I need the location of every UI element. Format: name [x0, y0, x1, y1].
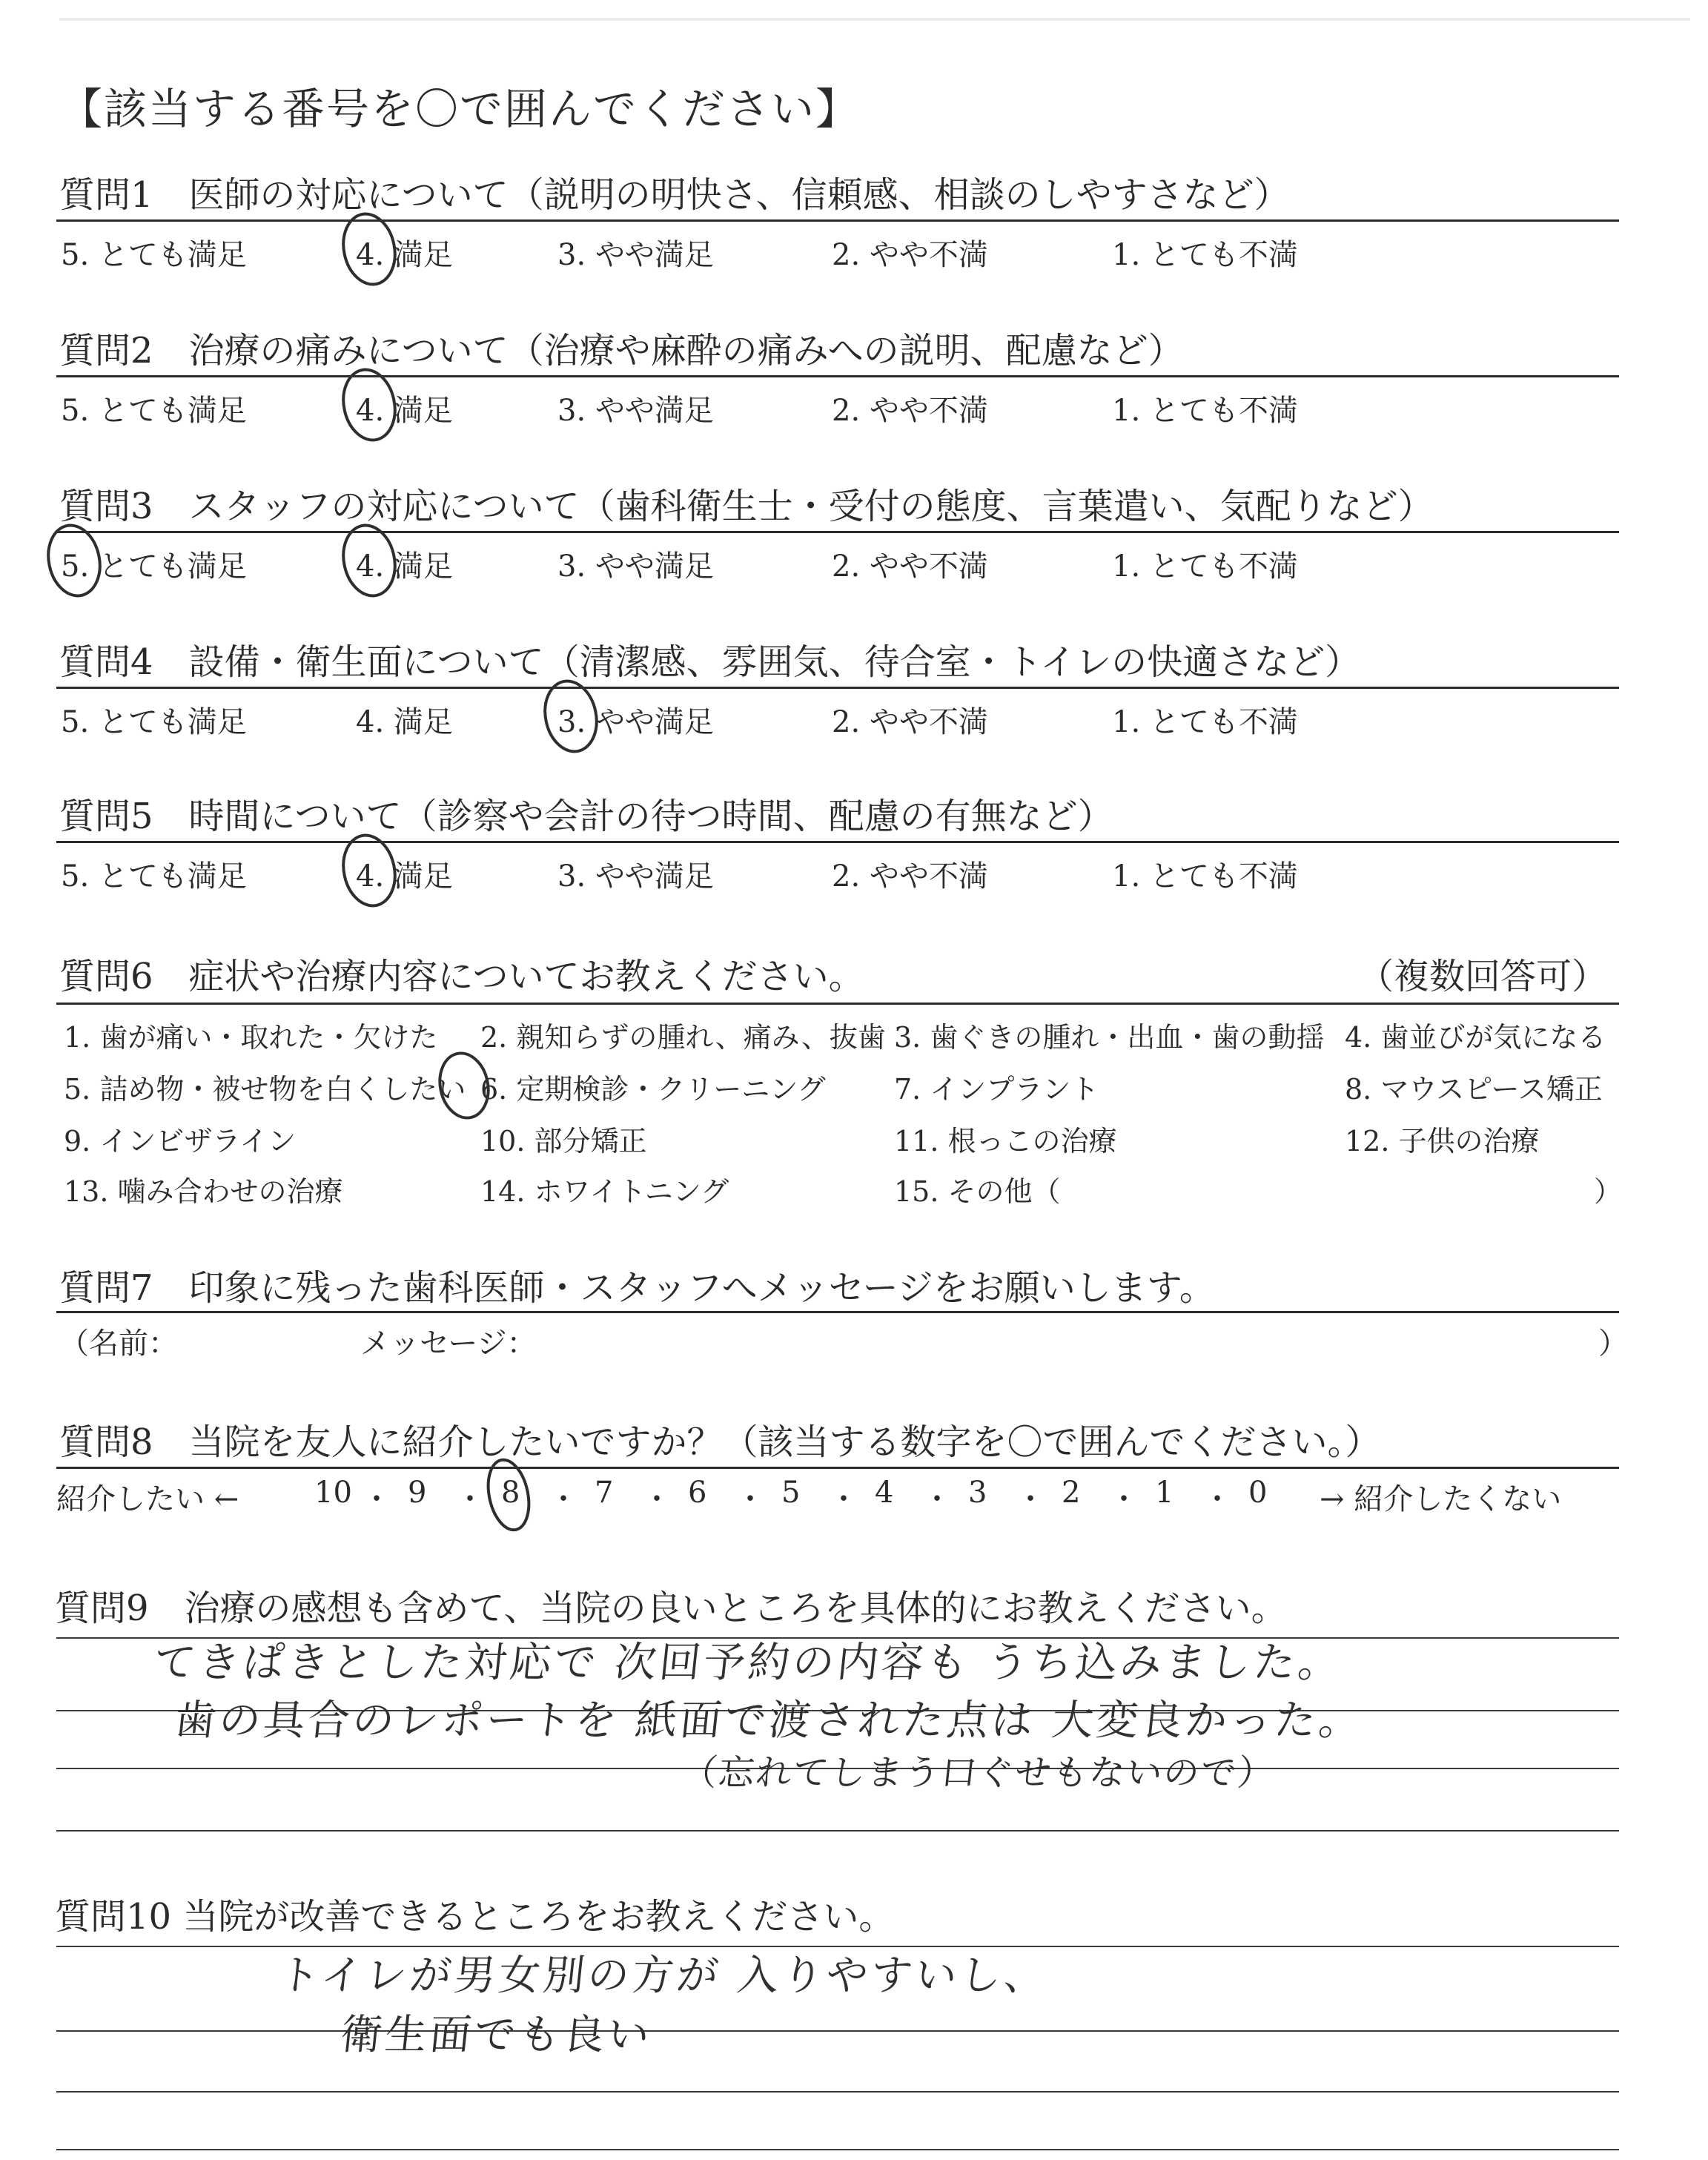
q6-option[interactable]: 8. マウスピース矯正 [1345, 1073, 1603, 1106]
q6-option[interactable]: 10. 部分矯正 [480, 1125, 647, 1157]
q8-scale-value[interactable]: 1 [1155, 1476, 1174, 1510]
q4-option[interactable]: 5. とても満足 [61, 705, 247, 739]
q7-close-paren: ） [1598, 1327, 1628, 1361]
q8-scale-separator: ・ [1202, 1482, 1232, 1516]
q2-option[interactable]: 1. とても不満 [1112, 394, 1298, 428]
q8-scale-value[interactable]: 4 [875, 1476, 894, 1510]
q8-scale-value[interactable]: 6 [688, 1476, 707, 1510]
q10-writing-line [56, 2030, 1619, 2032]
q1-rule [56, 219, 1619, 222]
q1-option[interactable]: 3. やや満足 [557, 238, 714, 272]
q1-option[interactable]: 2. やや不満 [832, 238, 988, 272]
q6-option[interactable]: 3. 歯ぐきの腫れ・出血・歯の動揺 [894, 1021, 1325, 1054]
q3-option[interactable]: 4. 満足 [356, 549, 453, 584]
q5-option[interactable]: 5. とても満足 [61, 859, 247, 894]
q10-title: 質問10 当院が改善できるところをお教えください。 [55, 1896, 895, 1938]
q8-right-label: → 紹介したくない [1320, 1482, 1562, 1516]
q1-option[interactable]: 4. 満足 [356, 238, 453, 272]
q8-scale-value[interactable]: 3 [968, 1476, 987, 1510]
q7-name-label[interactable]: （名前： [59, 1327, 178, 1361]
q2-option[interactable]: 2. やや不満 [832, 394, 988, 428]
q8-scale-value[interactable]: 9 [408, 1476, 427, 1510]
q6-option[interactable]: 12. 子供の治療 [1345, 1125, 1540, 1157]
q8-scale-value[interactable]: 0 [1248, 1476, 1268, 1510]
q8-rule [56, 1467, 1619, 1469]
q8-scale-separator: ・ [829, 1482, 858, 1516]
q2-option[interactable]: 4. 満足 [356, 394, 453, 428]
q4-option[interactable]: 3. やや満足 [557, 705, 714, 739]
q5-option[interactable]: 3. やや満足 [557, 859, 714, 894]
q6-title: 質問6 症状や治療内容についてお教えください。 [59, 956, 864, 997]
q8-left-label: 紹介したい ← [56, 1482, 239, 1516]
q5-rule [56, 841, 1619, 843]
q8-scale-separator: ・ [1109, 1482, 1139, 1516]
q4-title: 質問4 設備・衛生面について（清潔感、雰囲気、待合室・トイレの快適さなど） [59, 641, 1361, 683]
q4-option[interactable]: 2. やや不満 [832, 705, 988, 739]
q5-option[interactable]: 4. 満足 [356, 859, 453, 894]
q3-option[interactable]: 3. やや満足 [557, 549, 714, 584]
q4-option[interactable]: 4. 満足 [356, 705, 453, 739]
q3-option[interactable]: 5. とても満足 [61, 549, 247, 584]
q3-title: 質問3 スタッフの対応について（歯科衛生士・受付の態度、言葉遣い、気配りなど） [59, 486, 1434, 527]
q4-rule [56, 687, 1619, 689]
q2-option[interactable]: 5. とても満足 [61, 394, 247, 428]
q6-option[interactable]: 5. 詰め物・被せ物を白くしたい [64, 1073, 466, 1106]
q4-option[interactable]: 1. とても不満 [1112, 705, 1298, 739]
q9-answer-line[interactable]: てきぱきとした対応で 次回予約の内容も うち込みました。 [151, 1639, 1345, 1687]
q8-scale-value[interactable]: 2 [1062, 1476, 1081, 1510]
q8-scale-value[interactable]: 8 [501, 1476, 520, 1510]
q3-option[interactable]: 2. やや不満 [832, 549, 988, 584]
q8-scale-value[interactable]: 5 [781, 1476, 801, 1510]
q10-writing-line [56, 2091, 1619, 2093]
q8-scale-value[interactable]: 7 [595, 1476, 614, 1510]
q2-option[interactable]: 3. やや満足 [557, 394, 714, 428]
q9-writing-line [56, 1830, 1619, 1832]
q7-title: 質問7 印象に残った歯科医師・スタッフへメッセージをお願いします。 [59, 1267, 1215, 1309]
q6-option[interactable]: 13. 噛み合わせの治療 [64, 1175, 343, 1208]
q3-option[interactable]: 1. とても不満 [1112, 549, 1298, 584]
q8-scale-separator: ・ [1016, 1482, 1045, 1516]
q9-answer-line[interactable]: 歯の具合のレポートを 紙面で渡された点は 大変良かった。 [172, 1697, 1366, 1745]
q7-message-label[interactable]: メッセージ： [360, 1327, 537, 1361]
q2-title: 質問2 治療の痛みについて（治療や麻酔の痛みへの説明、配慮など） [59, 330, 1184, 371]
q6-option[interactable]: 4. 歯並びが気になる [1345, 1021, 1606, 1054]
q6-note: （複数回答可） [1358, 956, 1608, 997]
q1-option[interactable]: 5. とても満足 [61, 238, 247, 272]
q8-scale-separator: ・ [455, 1482, 485, 1516]
q8-title: 質問8 当院を友人に紹介したいですか？（該当する数字を〇で囲んでください。） [59, 1421, 1381, 1463]
q6-option[interactable]: 6. 定期検診・クリーニング [480, 1073, 826, 1106]
q2-rule [56, 375, 1619, 377]
q10-answer-line[interactable]: トイレが男女別の方が 入りやすいし、 [276, 1952, 1051, 2000]
q5-option[interactable]: 2. やや不満 [832, 859, 988, 894]
page-heading: 【該当する番号を〇で囲んでください】 [59, 84, 861, 134]
q6-close-paren: ） [1594, 1175, 1623, 1208]
q5-option[interactable]: 1. とても不満 [1112, 859, 1298, 894]
q8-scale-separator: ・ [735, 1482, 765, 1516]
q1-title: 質問1 医師の対応について（説明の明快さ、信頼感、相談のしやすさなど） [59, 174, 1290, 216]
q6-option[interactable]: 1. 歯が痛い・取れた・欠けた [64, 1021, 438, 1054]
q8-scale-separator: ・ [642, 1482, 672, 1516]
q9-answer-line[interactable]: （忘れてしまう口ぐせもないので） [679, 1752, 1277, 1794]
q6-option[interactable]: 9. インビザライン [64, 1125, 297, 1157]
q9-title: 質問9 治療の感想も含めて、当院の良いところを具体的にお教えください。 [55, 1588, 1287, 1629]
q6-option[interactable]: 15. その他（ [894, 1175, 1061, 1208]
q1-option[interactable]: 1. とても不満 [1112, 238, 1298, 272]
q8-scale-separator: ・ [362, 1482, 391, 1516]
scan-top-edge [59, 18, 1690, 21]
q6-option[interactable]: 11. 根っこの治療 [894, 1125, 1117, 1157]
q5-title: 質問5 時間について（診察や会計の待つ時間、配慮の有無など） [59, 796, 1113, 837]
q7-rule [56, 1311, 1619, 1313]
q6-option[interactable]: 14. ホワイトニング [480, 1175, 729, 1208]
q8-scale-value[interactable]: 10 [314, 1476, 352, 1510]
q10-writing-line [56, 2149, 1619, 2150]
q6-option[interactable]: 2. 親知らずの腫れ、痛み、抜歯 [480, 1021, 886, 1054]
q8-scale-separator: ・ [549, 1482, 578, 1516]
q3-rule [56, 531, 1619, 533]
q8-scale-separator: ・ [922, 1482, 952, 1516]
q6-rule [56, 1003, 1619, 1005]
q6-option[interactable]: 7. インプラント [894, 1073, 1099, 1106]
q10-answer-line[interactable]: 衛生面でも良い [338, 2011, 655, 2059]
